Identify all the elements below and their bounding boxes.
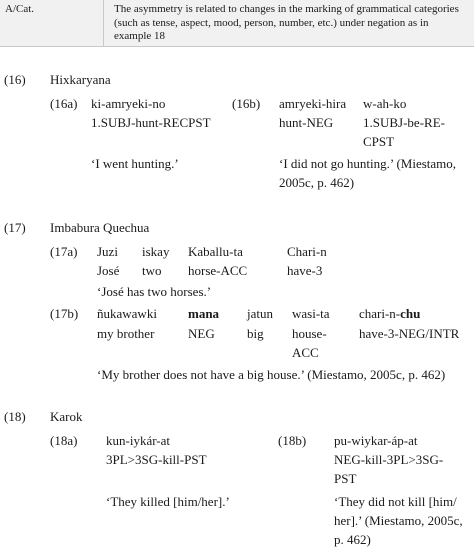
gloss-17b-4-cont: ACC <box>292 345 319 360</box>
word-17b-5-suffix: chu <box>400 306 421 321</box>
word-17b-3: jatun <box>247 306 273 321</box>
word-16b-2: w-ah-ko <box>363 96 407 111</box>
example-number-18: (18) <box>4 409 26 424</box>
example-label-18a: (18a) <box>50 433 78 448</box>
translation-16b-cont: 2005c, p. 462) <box>279 175 355 190</box>
translation-18b-cont2: p. 462) <box>334 532 371 547</box>
category-cell: A/Cat. <box>5 3 35 15</box>
gloss-17b-4: house- <box>292 326 327 341</box>
example-label-17a: (17a) <box>50 244 78 259</box>
translation-17a: ‘José has two horses.’ <box>97 284 212 299</box>
gloss-16b-2-cont: CPST <box>363 134 395 149</box>
language-name-hixkaryana: Hixkaryana <box>50 72 111 87</box>
gloss-16b-1: hunt-NEG <box>279 115 334 130</box>
example-label-16a: (16a) <box>50 96 78 111</box>
example-label-18b: (18b) <box>278 433 307 448</box>
word-17a-1: Juzi <box>97 244 118 259</box>
gloss-18b-cont: PST <box>334 471 357 486</box>
gloss-17a-3: horse-ACC <box>188 263 248 278</box>
word-17a-2: iskay <box>142 244 170 259</box>
word-16a: ki-amryeki-no <box>91 96 166 111</box>
language-name-quechua: Imbabura Quechua <box>50 220 150 235</box>
word-17a-3: Kaballu-ta <box>188 244 243 259</box>
word-16b-1: amryeki-hira <box>279 96 347 111</box>
description-cell: The asymmetry is related to changes in the marking of grammatical categories (such as tense, aspect, mood, person, number, etc.) under negation as in example 18 <box>114 3 459 42</box>
translation-18b-cont: her].’ (Miestamo, 2005c, <box>334 513 463 528</box>
language-name-karok: Karok <box>50 409 83 424</box>
example-label-16b: (16b) <box>232 96 261 111</box>
gloss-18b: NEG-kill-3PL>3SG- <box>334 452 444 467</box>
gloss-17b-5: have-3-NEG/INTR <box>359 326 460 341</box>
gloss-17b-2: NEG <box>188 326 215 341</box>
example-label-17b: (17b) <box>50 306 79 321</box>
gloss-18a: 3PL>3SG-kill-PST <box>106 452 207 467</box>
table-column-divider <box>103 0 104 46</box>
gloss-17b-1: my brother <box>97 326 155 341</box>
gloss-16b-2: 1.SUBJ-be-RE- <box>363 115 445 130</box>
gloss-17a-4: have-3 <box>287 263 323 278</box>
translation-16b: ‘I did not go hunting.’ (Miestamo, <box>279 156 457 171</box>
gloss-17b-3: big <box>247 326 264 341</box>
gloss-16a: 1.SUBJ-hunt-RECPST <box>91 115 211 130</box>
word-17a-4: Chari-n <box>287 244 327 259</box>
word-18a: kun-iykár-at <box>106 433 170 448</box>
word-17b-4: wasi-ta <box>292 306 330 321</box>
word-17b-5-stem: chari-n- <box>359 306 401 321</box>
word-18b: pu-wiykar-áp-at <box>334 433 418 448</box>
example-number-16: (16) <box>4 72 26 87</box>
translation-18b: ‘They did not kill [him/ <box>334 494 457 509</box>
word-17b-2: mana <box>188 306 220 321</box>
category-table-row <box>0 0 474 47</box>
example-number-17: (17) <box>4 220 26 235</box>
translation-16a: ‘I went hunting.’ <box>91 156 179 171</box>
word-17b-5 <box>359 306 420 322</box>
gloss-17a-2: two <box>142 263 162 278</box>
word-17b-1: ñukawawki <box>97 306 157 321</box>
gloss-17a-1: José <box>97 263 120 278</box>
translation-18a: ‘They killed [him/her].’ <box>106 494 230 509</box>
translation-17b: ‘My brother does not have a big house.’ (Miestamo, 2005c, p. 462) <box>97 367 446 382</box>
